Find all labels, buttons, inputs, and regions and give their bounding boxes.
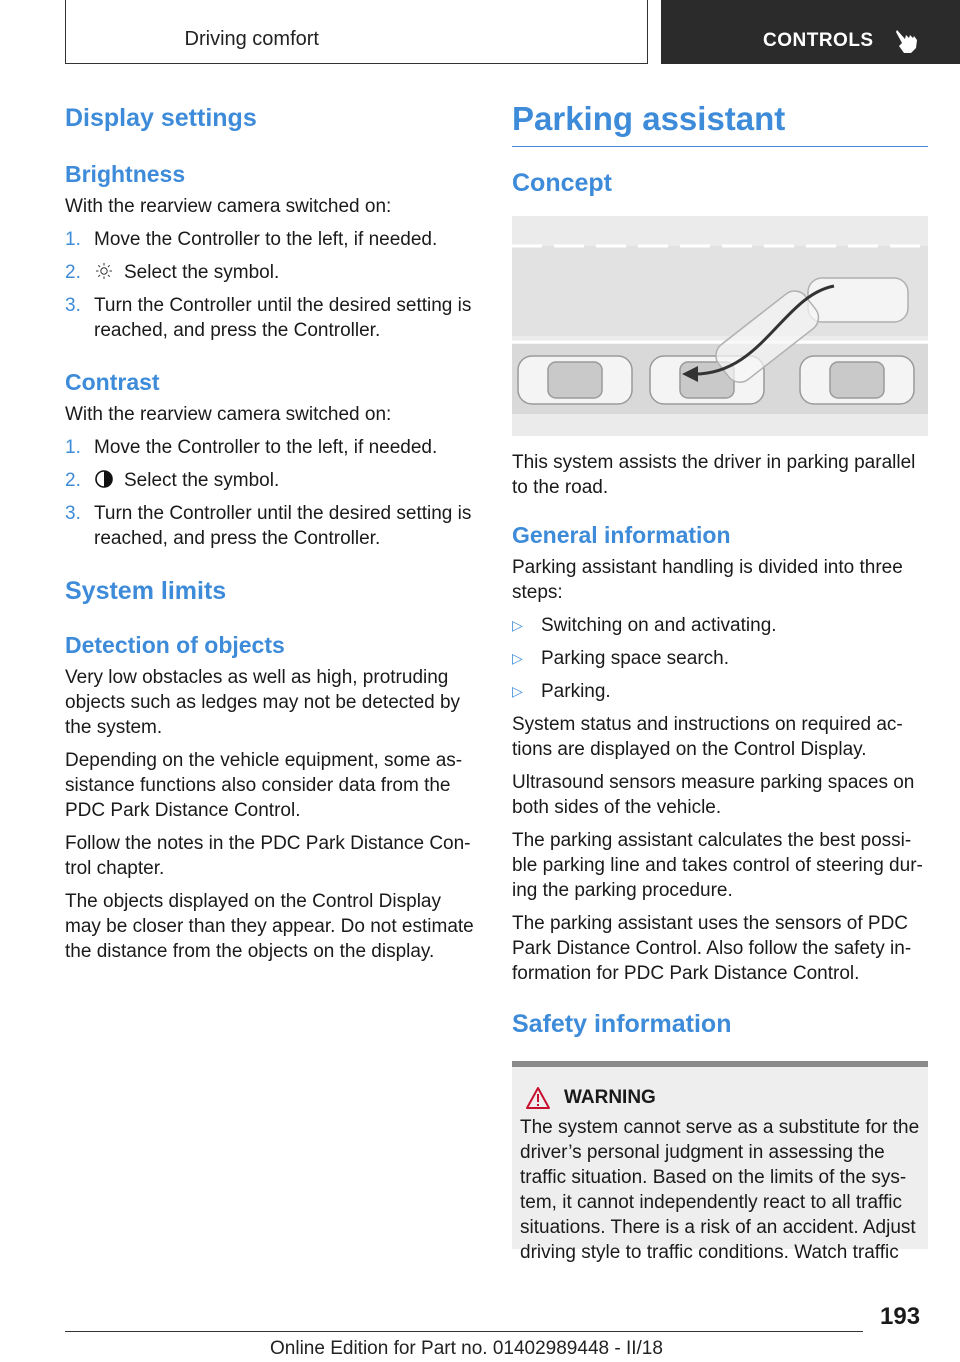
header-frame bbox=[65, 0, 648, 64]
general-paragraph: The parking assistant calculates the best possi‐ble parking line and takes control of steering dur‐ing the parking procedure. bbox=[512, 830, 923, 901]
page-number: 193 bbox=[880, 1303, 921, 1330]
warning-title: WARNING bbox=[520, 1087, 922, 1109]
header-tab-controls bbox=[661, 0, 960, 64]
brightness-intro: With the rearview camera switched on: bbox=[65, 196, 392, 217]
concept-heading: Concept bbox=[512, 169, 612, 197]
system-limits-heading: System limits bbox=[65, 577, 227, 605]
contrast-heading: Contrast bbox=[65, 369, 160, 395]
list-item: 1. Move the Controller to the left, if needed. bbox=[65, 437, 438, 458]
contrast-steps bbox=[65, 435, 480, 551]
concept-caption: This system assists the driver in parking parallel to the road. bbox=[512, 452, 916, 498]
header-section-title: Driving comfort bbox=[184, 28, 319, 50]
pointing-hand-icon bbox=[893, 26, 919, 54]
detection-paragraph: Depending on the vehicle equipment, some as‐sistance functions also consider data from the PDC Park Distance Control. bbox=[65, 750, 463, 821]
brightness-heading: Brightness bbox=[65, 161, 186, 187]
contrast-intro: With the rearview camera switched on: bbox=[65, 404, 392, 425]
detection-heading: Detection of objects bbox=[65, 632, 285, 658]
parking-assistant-heading: Parking assistant bbox=[512, 100, 928, 147]
general-paragraph: The parking assistant uses the sensors of PDC Park Distance Control. Also follow the safety in‐formation for PDC Park Distance Control. bbox=[512, 913, 912, 984]
general-steps bbox=[512, 613, 928, 704]
warning-box bbox=[512, 1061, 928, 1263]
warning-triangle-icon bbox=[526, 1087, 550, 1109]
detection-paragraph: Very low obstacles as well as high, protruding objects such as ledges may not be detected by the system. bbox=[65, 667, 461, 738]
header-tab-label: CONTROLS bbox=[763, 30, 874, 51]
detection-paragraph: Follow the notes in the PDC Park Distance Con‐trol chapter. bbox=[65, 833, 471, 879]
list-item: 3. Turn the Controller until the desired setting is reached, and press the Controller. bbox=[65, 503, 472, 549]
parking-diagram bbox=[512, 216, 928, 436]
general-paragraph: Ultrasound sensors measure parking spaces on both sides of the vehicle. bbox=[512, 772, 915, 818]
left-column bbox=[65, 100, 480, 964]
brightness-steps bbox=[65, 227, 480, 343]
brightness-icon bbox=[94, 261, 114, 281]
right-column bbox=[512, 100, 928, 1263]
general-intro: Parking assistant handling is divided into three steps: bbox=[512, 557, 903, 603]
general-information-heading: General information bbox=[512, 522, 731, 548]
footer-divider bbox=[65, 1331, 863, 1332]
parked-car-left bbox=[518, 356, 632, 404]
list-item: ▷ Parking space search. bbox=[512, 648, 729, 669]
detection-paragraph: The objects displayed on the Control Display may be closer than they appear. Do not estimate the distance from the objects on the display. bbox=[65, 891, 474, 962]
list-item: 2. Select the symbol. bbox=[65, 470, 280, 491]
list-item: ▷ Parking. bbox=[512, 681, 611, 702]
general-paragraph: System status and instructions on required ac‐tions are displayed on the Control Display. bbox=[512, 714, 903, 760]
list-item: ▷ Switching on and activating. bbox=[512, 615, 777, 636]
list-item: 2. Select the symbol. bbox=[65, 262, 280, 283]
safety-information-heading: Safety information bbox=[512, 1010, 732, 1038]
list-item: 1. Move the Controller to the left, if needed. bbox=[65, 229, 438, 250]
contrast-icon bbox=[94, 469, 114, 489]
parked-car-right bbox=[800, 356, 914, 404]
warning-text: The system cannot serve as a substitute for the driver’s personal judgment in assessing the traffic situation. Based on the limits of the sys‐tem, it cannot independently react to all traffic situations. There is a risk of an accident. Adjust driving style to traffic conditions. Watch traffic bbox=[520, 1117, 920, 1263]
display-settings-heading: Display settings bbox=[65, 104, 257, 132]
edition-note: Online Edition for Part no. 01402989448 - II/18 bbox=[270, 1338, 663, 1359]
list-item: 3. Turn the Controller until the desired setting is reached, and press the Controller. bbox=[65, 295, 472, 341]
